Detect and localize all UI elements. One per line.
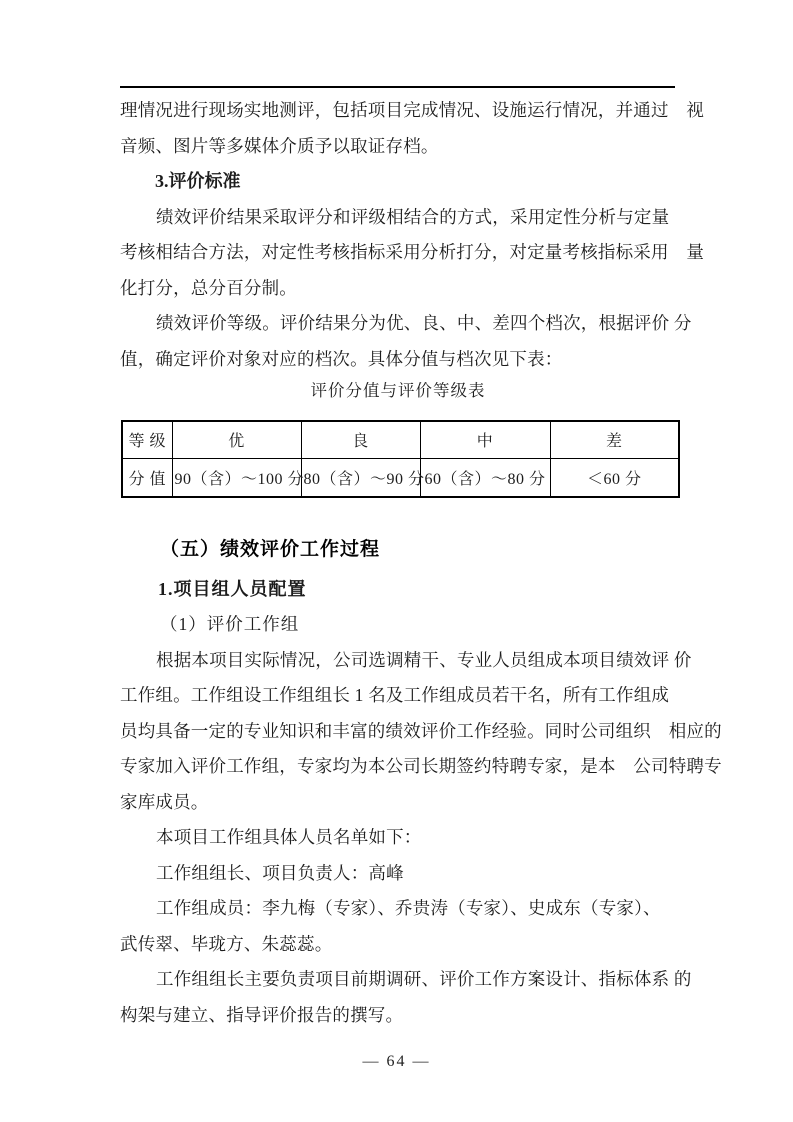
lower-text-block — [120, 529, 722, 1033]
table-row — [122, 421, 679, 458]
table-cell-grade-excellent: 优 — [172, 421, 301, 458]
page-number: — 64 — — [362, 1053, 431, 1070]
table-cell-score-good: 80（含）～90 分 — [301, 458, 420, 497]
paragraph-line: 家库成员。 — [120, 791, 209, 812]
paragraph-line: 音频、图片等多媒体介质予以取证存档。 — [120, 135, 439, 156]
paragraph-roster-intro: 本项目工作组具体人员名单如下： — [156, 827, 422, 847]
paragraph-line: 根据本项目实际情况，公司选调精干、专业人员组成本项目绩效评 价 — [156, 649, 692, 670]
paragraph-line: 值，确定评价对象对应的档次。具体分值与档次见下表： — [120, 348, 563, 369]
table-cell-score-poor: ＜60 分 — [550, 458, 679, 497]
grade-score-table — [121, 420, 680, 498]
paragraph-line: 理情况进行现场实地测评，包括项目完成情况、设施运行情况，并通过 视 — [120, 100, 705, 120]
paragraph-line: 员均具备一定的专业知识和丰富的绩效评价工作经验。同时公司组织 相应的 — [120, 720, 722, 741]
paragraph-line: 考核相结合方法，对定性考核指标采用分析打分，对定量考核指标采用 量 — [120, 242, 705, 262]
page-header-rule — [120, 86, 675, 88]
paragraph-line: 工作组。工作组设工作组组长 1 名及工作组成员若干名，所有工作组成 — [120, 685, 670, 705]
heading-evaluation-standard: 3.评价标准 — [155, 171, 241, 191]
table-cell-score-label: 分 值 — [122, 458, 172, 497]
heading-staffing: 1.项目组人员配置 — [158, 579, 307, 599]
table-cell-score-excellent: 90（含）～100 分 — [172, 458, 301, 497]
table-caption: 评价分值与评价等级表 — [310, 381, 486, 400]
table-cell-grade-poor: 差 — [550, 421, 679, 458]
paragraph-line: 专家加入评价工作组，专家均为本公司长期签约特聘专家，是本 公司特聘专 — [120, 756, 722, 776]
table-cell-grade-good: 良 — [301, 421, 420, 458]
heading-section-five: （五）绩效评价工作过程 — [160, 539, 381, 560]
heading-workgroup: （1）评价工作组 — [160, 614, 300, 634]
table-cell-grade-label: 等 级 — [122, 421, 172, 458]
upper-text-block — [120, 93, 705, 377]
paragraph-line: 构架与建立、指导评价报告的撰写。 — [120, 1004, 404, 1025]
paragraph-leader: 工作组组长、项目负责人：高峰 — [156, 862, 404, 883]
paragraph-line: 化打分，总分百分制。 — [120, 277, 297, 298]
paragraph-line: 工作组成员：李九梅（专家）、乔贵涛（专家）、史成东（专家）、 — [156, 898, 661, 918]
paragraph-line: 武传翠、毕珑方、朱蕊蕊。 — [120, 933, 333, 954]
paragraph-line: 绩效评价结果采取评分和评级相结合的方式，采用定性分析与定量 — [156, 206, 670, 227]
table-cell-grade-medium: 中 — [420, 421, 550, 458]
paragraph-line: 绩效评价等级。评价结果分为优、良、中、差四个档次，根据评价 分 — [156, 313, 692, 333]
table-row — [122, 458, 679, 497]
table-cell-score-medium: 60（含）～80 分 — [420, 458, 550, 497]
paragraph-line: 工作组组长主要负责项目前期调研、评价工作方案设计、指标体系 的 — [156, 969, 692, 989]
